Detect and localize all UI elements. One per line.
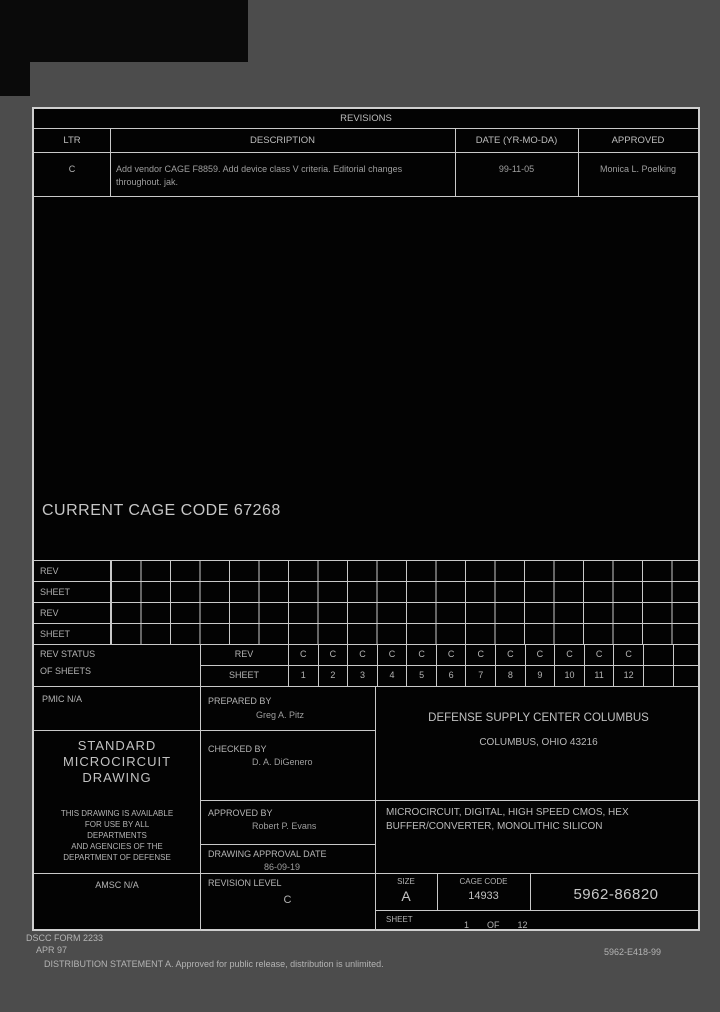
grid-row-cells-2 [111, 582, 698, 602]
checked-by-name: D. A. DiGenero [252, 757, 313, 767]
center-name-line2: COLUMBUS, OHIO 43216 [479, 737, 598, 748]
scan-black-patch-top [0, 0, 248, 62]
divider [34, 196, 698, 197]
grid-row-label-sheet-1: SHEET [40, 587, 71, 597]
column-divider [110, 128, 111, 196]
rev-status-rev-cell-4: C [377, 644, 407, 665]
device-title-line1: MICROCIRCUIT, DIGITAL, HIGH SPEED CMOS, HEX [386, 807, 629, 818]
divider [200, 844, 375, 845]
availability-line5: DEPARTMENT OF DEFENSE [63, 853, 171, 862]
rev-status-rev-cell-14 [673, 644, 703, 665]
size-label: SIZE [397, 877, 415, 886]
smd-name-line2: MICROCIRCUIT [62, 754, 172, 769]
revision-level-label: REVISION LEVEL [208, 878, 282, 888]
divider [34, 128, 698, 129]
sheet-label: SHEET [386, 915, 413, 924]
rev-status-rev-row-cells [288, 644, 702, 665]
sheet-number: 1 [464, 920, 470, 930]
divider [375, 910, 698, 911]
rev-status-sheet-cell-8: 8 [495, 665, 525, 686]
grid-row-cells-3 [111, 603, 698, 623]
availability-line3: DEPARTMENTS [87, 831, 147, 840]
amsc-label: AMSC N/A [95, 880, 139, 890]
availability-line4: AND AGENCIES OF THE [71, 842, 163, 851]
revisions-col-date: DATE (YR-MO-DA) [475, 135, 558, 146]
rev-status-rev-label: REV [234, 649, 254, 659]
rev-status-sheet-cell-6: 6 [436, 665, 466, 686]
availability-line2: FOR USE BY ALL [84, 820, 150, 829]
rev-status-sheet-cell-14 [673, 665, 703, 686]
grid-row-cells-1 [111, 561, 698, 581]
revision-level-value: C [283, 894, 292, 906]
scan-black-patch-left [0, 0, 30, 96]
grid-row-label-rev-1: REV [40, 566, 59, 576]
column-divider [455, 128, 456, 196]
rev-status-sheet-cell-12: 12 [613, 665, 643, 686]
revision-description-line1: Add vendor CAGE F8859. Add device class V criteria. Editorial changes [116, 164, 403, 174]
rev-status-rev-cell-5: C [406, 644, 436, 665]
center-name-line1: DEFENSE SUPPLY CENTER COLUMBUS [428, 712, 649, 724]
drawing-form [32, 107, 700, 931]
sheet-total: 12 [517, 920, 528, 930]
revisions-col-ltr: LTR [63, 135, 81, 146]
rev-status-sheet-cell-2: 2 [318, 665, 348, 686]
rev-status-sheet-cell-4: 4 [377, 665, 407, 686]
smd-name-line1: STANDARD [77, 738, 157, 753]
approval-date-label: DRAWING APPROVAL DATE [208, 849, 327, 859]
cage-code-label: CAGE CODE [459, 877, 508, 886]
revisions-col-approved: APPROVED [611, 135, 665, 146]
revisions-title: REVISIONS [340, 113, 392, 124]
rev-status-sheet-label: SHEET [228, 670, 259, 680]
rev-status-rev-cell-12: C [613, 644, 643, 665]
divider [200, 800, 698, 801]
grid-row-label-sheet-2: SHEET [40, 629, 71, 639]
revision-description-line2: throughout. jak. [116, 177, 179, 187]
rev-status-sheet-row-cells [288, 665, 702, 686]
rev-status-sheet-cell-10: 10 [554, 665, 584, 686]
sheet-of-label: OF [487, 920, 500, 930]
rev-status-label-line1: REV STATUS [40, 649, 96, 659]
document-reference: 5962-E418-99 [604, 947, 662, 957]
column-divider [578, 128, 579, 196]
rev-status-sheet-cell-1: 1 [288, 665, 318, 686]
cage-code-value: 14933 [468, 890, 499, 902]
rev-status-rev-cell-6: C [436, 644, 466, 665]
rev-status-rev-cell-8: C [495, 644, 525, 665]
approval-date-value: 86-09-19 [264, 862, 301, 872]
document-number: 5962-86820 [573, 886, 659, 903]
approved-by-name: Robert P. Evans [252, 821, 317, 831]
divider [34, 686, 698, 687]
smd-name-line3: DRAWING [82, 770, 152, 785]
rev-status-sheet-cell-7: 7 [465, 665, 495, 686]
rev-status-label-line2: OF SHEETS [40, 666, 92, 676]
rev-status-sheet-cell-13 [643, 665, 673, 686]
rev-status-rev-cell-13 [643, 644, 673, 665]
rev-status-rev-cell-11: C [584, 644, 614, 665]
divider [34, 730, 375, 731]
device-title-line2: BUFFER/CONVERTER, MONOLITHIC SILICON [386, 821, 603, 832]
rev-status-rev-cell-1: C [288, 644, 318, 665]
grid-row-cells-4 [111, 624, 698, 644]
divider [34, 152, 698, 153]
sheet-counter [464, 920, 528, 931]
availability-line1: THIS DRAWING IS AVAILABLE [60, 809, 174, 818]
rev-status-sheet-cell-11: 11 [584, 665, 614, 686]
rev-status-rev-cell-10: C [554, 644, 584, 665]
form-date: APR 97 [36, 945, 68, 955]
rev-status-rev-cell-3: C [347, 644, 377, 665]
rev-status-rev-cell-9: C [525, 644, 555, 665]
current-cage-code-note: CURRENT CAGE CODE 67268 [42, 502, 281, 519]
rev-status-sheet-cell-9: 9 [525, 665, 555, 686]
prepared-by-name: Greg A. Pitz [256, 710, 305, 720]
revision-approved: Monica L. Poelking [599, 164, 677, 174]
form-number: DSCC FORM 2233 [26, 933, 104, 943]
rev-status-rev-cell-7: C [465, 644, 495, 665]
revision-ltr: C [68, 164, 76, 174]
size-value: A [401, 888, 411, 904]
revisions-col-description: DESCRIPTION [250, 135, 315, 146]
prepared-by-label: PREPARED BY [208, 696, 272, 706]
grid-row-label-rev-2: REV [40, 608, 59, 618]
distribution-statement: DISTRIBUTION STATEMENT A. Approved for public release, distribution is unlimited. [44, 959, 384, 969]
rev-status-rev-cell-2: C [318, 644, 348, 665]
divider [34, 873, 698, 874]
checked-by-label: CHECKED BY [208, 744, 267, 754]
left-column-divider [200, 644, 201, 931]
rev-status-sheet-cell-3: 3 [347, 665, 377, 686]
revision-date: 99-11-05 [498, 164, 535, 174]
pmic-label: PMIC N/A [42, 694, 83, 704]
approved-by-label: APPROVED BY [208, 808, 273, 818]
rev-status-sheet-cell-5: 5 [406, 665, 436, 686]
